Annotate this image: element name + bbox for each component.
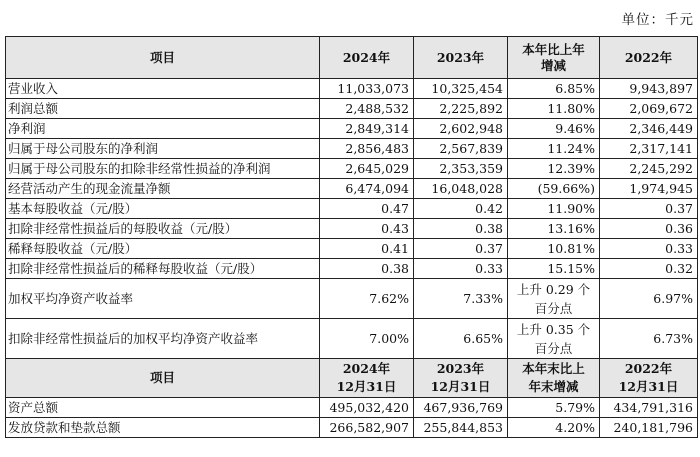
change-line1: 上升 0.29 个 [516,281,591,297]
row-item: 经营活动产生的现金流量净额 [6,179,320,199]
row-item: 发放贷款和垫款总额 [6,418,320,438]
table-row [6,259,698,279]
financial-table [5,36,698,438]
value-2023: 0.33 [414,259,508,279]
header-2023: 2023年 [414,37,508,79]
value-2023: 10,325,454 [414,79,508,99]
row-item: 资产总额 [6,398,320,418]
header-2024-2 [320,359,414,398]
value-2024: 7.00% [320,319,414,359]
value-change: 13.16% [508,219,600,239]
row-item: 扣除非经常性损益后的加权平均净资产收益率 [6,319,320,359]
value-2024: 2,856,483 [320,139,414,159]
table-row [6,398,698,418]
value-2022: 0.33 [600,239,698,259]
header-item: 项目 [6,37,320,79]
header-line1: 本年末比上 [522,361,585,376]
row-item: 营业收入 [6,79,320,99]
table-row [6,119,698,139]
change-line1: 上升 0.35 个 [516,321,591,337]
value-2022: 240,181,796 [600,418,698,438]
value-2024: 0.47 [320,199,414,219]
change-line2: 百分点 [534,340,573,356]
value-change: 11.90% [508,199,600,219]
value-2024: 266,582,907 [320,418,414,438]
value-2024: 0.38 [320,259,414,279]
value-2024: 0.43 [320,219,414,239]
row-item: 净利润 [6,119,320,139]
value-2024: 6,474,094 [320,179,414,199]
header-change-2 [508,359,600,398]
value-2022: 2,346,449 [600,119,698,139]
value-2023: 2,602,948 [414,119,508,139]
table-row [6,279,698,319]
value-2022: 2,245,292 [600,159,698,179]
value-2024: 7.62% [320,279,414,319]
row-item: 基本每股收益（元/股） [6,199,320,219]
value-2022: 0.32 [600,259,698,279]
table-row [6,179,698,199]
table-row [6,99,698,119]
row-item: 归属于母公司股东的净利润 [6,139,320,159]
value-2023: 255,844,853 [414,418,508,438]
table-row [6,139,698,159]
table-row [6,319,698,359]
value-change: 9.46% [508,119,600,139]
header-2023-2 [414,359,508,398]
value-2022: 6.73% [600,319,698,359]
value-2023: 2,353,359 [414,159,508,179]
value-change [508,319,600,359]
value-2024: 0.41 [320,239,414,259]
value-change: (59.66%) [508,179,600,199]
value-change: 12.39% [508,159,600,179]
value-2023: 0.37 [414,239,508,259]
header-2022-2 [600,359,698,398]
value-2022: 2,069,672 [600,99,698,119]
value-2022: 0.36 [600,219,698,239]
row-item: 扣除非经常性损益后的每股收益（元/股） [6,219,320,239]
value-change: 4.20% [508,418,600,438]
value-2023: 7.33% [414,279,508,319]
financial-table-body [6,37,698,438]
value-2024: 495,032,420 [320,398,414,418]
row-item: 扣除非经常性损益后的稀释每股收益（元/股） [6,259,320,279]
value-2022: 6.97% [600,279,698,319]
table-row [6,79,698,99]
header-line1: 2023年 [436,361,485,376]
value-change: 10.81% [508,239,600,259]
header-line1: 2024年 [342,361,391,376]
header-line2: 12月31日 [336,379,397,394]
table-row [6,239,698,259]
value-change: 15.15% [508,259,600,279]
table-row [6,199,698,219]
value-2022: 1,974,945 [600,179,698,199]
value-2022: 9,943,897 [600,79,698,99]
value-2023: 0.42 [414,199,508,219]
row-item: 利润总额 [6,99,320,119]
value-2023: 2,567,839 [414,139,508,159]
header-line1: 2022年 [624,361,673,376]
header-line2: 12月31日 [430,379,491,394]
value-2023: 467,936,769 [414,398,508,418]
value-2024: 11,033,073 [320,79,414,99]
header-item-2 [6,359,320,398]
value-change: 5.79% [508,398,600,418]
row-item: 稀释每股收益（元/股） [6,239,320,259]
value-2024: 2,488,532 [320,99,414,119]
change-line2: 百分点 [534,300,573,316]
table-row [6,219,698,239]
value-2023: 6.65% [414,319,508,359]
table-header-row-2 [6,359,698,398]
value-2023: 2,225,892 [414,99,508,119]
table-row [6,418,698,438]
header-change: 本年比上年增减 [508,37,600,79]
unit-label: 单位：千元 [621,12,694,28]
value-change: 11.80% [508,99,600,119]
header-line2: 12月31日 [618,379,679,394]
value-change: 11.24% [508,139,600,159]
header-2022: 2022年 [600,37,698,79]
row-item: 归属于母公司股东的扣除非经常性损益的净利润 [6,159,320,179]
header-line1: 项目 [149,370,175,385]
value-change [508,279,600,319]
value-2023: 0.38 [414,219,508,239]
row-item: 加权平均净资产收益率 [6,279,320,319]
value-2022: 434,791,316 [600,398,698,418]
table-header-row [6,37,698,79]
value-change: 6.85% [508,79,600,99]
value-2023: 16,048,028 [414,179,508,199]
value-2024: 2,645,029 [320,159,414,179]
header-line2: 年末增减 [528,379,579,394]
value-2022: 2,317,141 [600,139,698,159]
value-2024: 2,849,314 [320,119,414,139]
table-row [6,159,698,179]
value-2022: 0.37 [600,199,698,219]
header-2024: 2024年 [320,37,414,79]
